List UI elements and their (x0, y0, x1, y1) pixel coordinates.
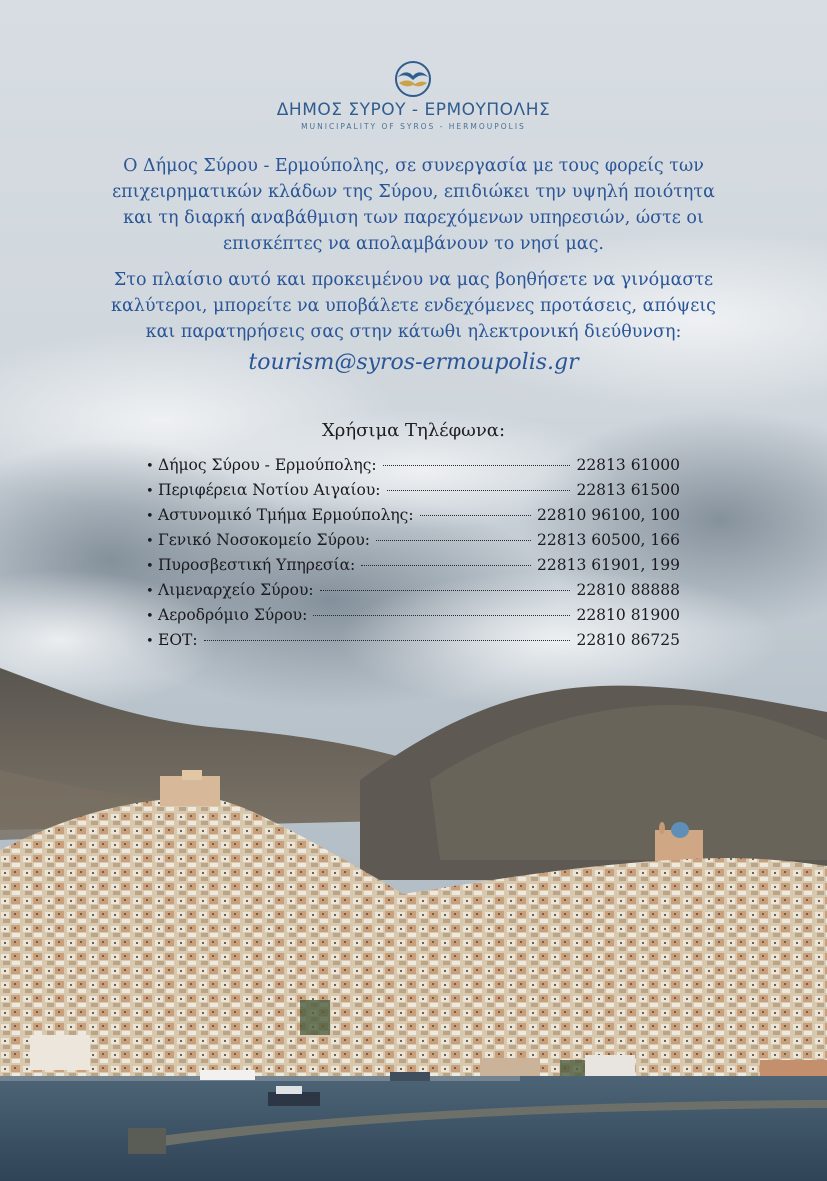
bullet-icon: • (146, 484, 154, 499)
phone-number[interactable]: 22813 60500, 166 (537, 531, 680, 549)
intro-line: Ο Δήμος Σύρου - Ερμούπολης, σε συνεργασία με τους φορείς των (123, 156, 704, 176)
bullet-icon: • (146, 509, 154, 524)
dot-leader (383, 465, 571, 466)
phones-heading: Χρήσιμα Τηλέφωνα: (321, 420, 506, 441)
intro-paragraph-1 (60, 153, 767, 257)
phone-number[interactable]: 22810 96100, 100 (537, 506, 680, 524)
phone-entry-name: ΕΟΤ: (158, 631, 198, 649)
bullet-icon: • (146, 584, 154, 599)
intro-line: και τη διαρκή αναβάθμιση των παρεχόμενων υπηρεσιών, ώστε οι (123, 208, 704, 228)
dot-leader (313, 615, 570, 616)
dot-leader (376, 540, 531, 541)
intro-line: καλύτεροι, μπορείτε να υποβάλετε ενδεχόμενες προτάσεις, απόψεις (111, 296, 716, 316)
phone-list-item (146, 581, 680, 606)
logo-subtitle: MUNICIPALITY OF SYROS - HERMOUPOLIS (301, 122, 526, 131)
bullet-icon: • (146, 459, 154, 474)
intro-line: Στο πλαίσιο αυτό και προκειμένου να μας βοηθήσετε να γινόμαστε (113, 270, 714, 290)
municipality-emblem-icon (389, 59, 437, 99)
phone-number[interactable]: 22810 86725 (576, 631, 680, 649)
phone-list-item (146, 481, 680, 506)
phone-number[interactable]: 22810 81900 (576, 606, 680, 624)
phone-entry-name: Αστυνομικό Τμήμα Ερμούπολης: (158, 506, 414, 524)
bullet-icon: • (146, 634, 154, 649)
phone-number[interactable]: 22813 61500 (576, 481, 680, 499)
phone-entry-name: Δήμος Σύρου - Ερμούπολης: (158, 456, 377, 474)
dot-leader (320, 590, 571, 591)
phone-entry-name: Περιφέρεια Νοτίου Αιγαίου: (158, 481, 381, 499)
phone-list (146, 456, 680, 656)
intro-line: επιχειρηματικών κλάδων της Σύρου, επιδιώκει την υψηλή ποιότητα (112, 182, 715, 202)
phone-list-item (146, 631, 680, 656)
phone-number[interactable]: 22813 61901, 199 (537, 556, 680, 574)
dot-leader (420, 515, 531, 516)
phone-number[interactable]: 22810 88888 (576, 581, 680, 599)
phone-list-item (146, 606, 680, 631)
phone-entry-name: Πυροσβεστική Υπηρεσία: (158, 556, 356, 574)
phone-list-item (146, 456, 680, 481)
phone-entry-name: Γενικό Νοσοκομείο Σύρου: (158, 531, 370, 549)
intro-line: και παρατηρήσεις σας στην κάτωθι ηλεκτρονική διεύθυνση: (145, 322, 682, 342)
phone-list-item (146, 556, 680, 581)
phone-list-item (146, 506, 680, 531)
bullet-icon: • (146, 559, 154, 574)
phone-entry-name: Αεροδρόμιο Σύρου: (158, 606, 308, 624)
phone-entry-name: Λιμεναρχείο Σύρου: (158, 581, 314, 599)
contact-email-link[interactable]: tourism@syros-ermoupolis.gr (248, 350, 579, 375)
intro-line: επισκέπτες να απολαμβάνουν το νησί μας. (223, 234, 604, 254)
dot-leader (204, 640, 571, 641)
dot-leader (387, 490, 571, 491)
bullet-icon: • (146, 534, 154, 549)
logo-title: ΔΗΜΟΣ ΣΥΡΟΥ - ΕΡΜΟΥΠΟΛΗΣ (276, 100, 551, 120)
bullet-icon: • (146, 609, 154, 624)
phone-number[interactable]: 22813 61000 (576, 456, 680, 474)
dot-leader (361, 565, 531, 566)
intro-paragraph-2 (60, 267, 767, 345)
phone-list-item (146, 531, 680, 556)
